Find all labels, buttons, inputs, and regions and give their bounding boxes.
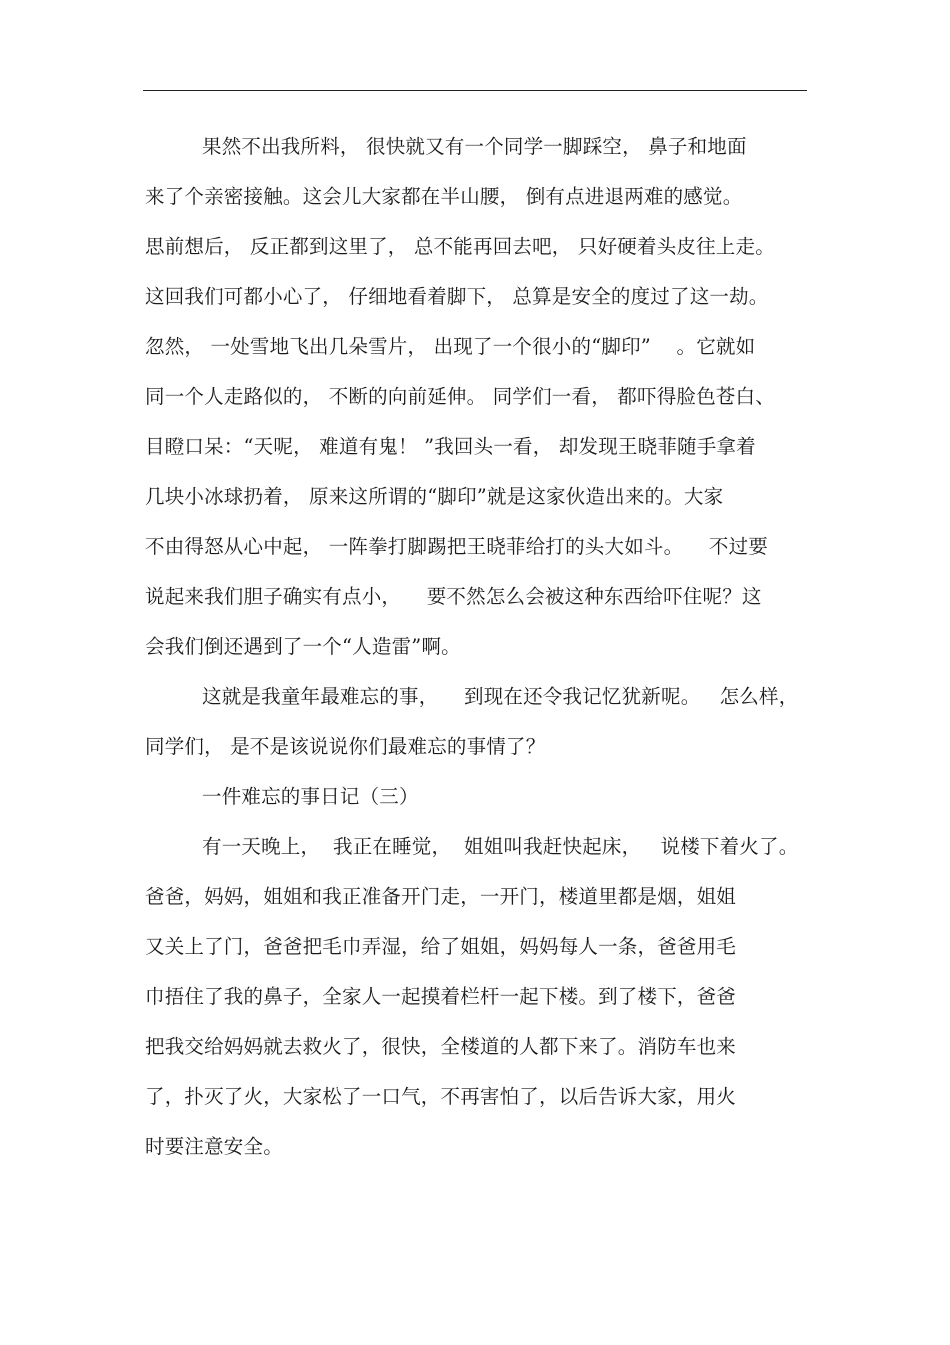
- text-line: 这回我们可都小心了， 仔细地看着脚下， 总算是安全的度过了这一劫。: [145, 285, 769, 308]
- document-body: [145, 122, 815, 1172]
- text-line: 目瞪口呆：“天呢， 难道有鬼！ ”我回头一看， 却发现王晓菲随手拿着: [145, 435, 756, 458]
- text-line: 爸爸，妈妈，姐姐和我正准备开门走，一开门，楼道里都是烟，姐姐: [145, 885, 737, 908]
- text-line: 几块小冰球扔着， 原来这所谓的“脚印”就是这家伙造出来的。大家: [145, 485, 724, 508]
- text-line: 这就是我童年最难忘的事， 到现在还令我记忆犹新呢。 怎么样，: [202, 685, 799, 708]
- text-line: 说起来我们胆子确实有点小， 要不然怎么会被这种东西给吓住呢？这: [145, 585, 762, 608]
- text-line: 同学们， 是不是该说说你们最难忘的事情了？: [145, 735, 546, 758]
- text-line: 果然不出我所料， 很快就又有一个同学一脚踩空， 鼻子和地面: [202, 135, 747, 158]
- text-line: 时要注意安全。: [145, 1135, 283, 1158]
- text-line: 不由得怒从心中起， 一阵拳打脚踢把王晓菲给打的头大如斗。 不过要: [145, 535, 768, 558]
- text-line: 有一天晚上， 我正在睡觉， 姐姐叫我赶快起床， 说楼下着火了。: [202, 835, 799, 858]
- text-line: 来了个亲密接触。这会儿大家都在半山腰， 倒有点进退两难的感觉。: [145, 185, 743, 208]
- text-line: 会我们倒还遇到了一个“人造雷”啊。: [145, 635, 461, 658]
- section-title: 一件难忘的事日记（三）: [202, 785, 419, 808]
- text-line: 同一个人走路似的， 不断的向前延伸。 同学们一看， 都吓得脸色苍白、: [145, 385, 775, 408]
- text-line: 忽然， 一处雪地飞出几朵雪片， 出现了一个很小的“脚印” 。它就如: [145, 335, 756, 358]
- text-line: 思前想后， 反正都到这里了， 总不能再回去吧， 只好硬着头皮往上走。: [145, 235, 775, 258]
- text-line: 了，扑灭了火，大家松了一口气，不再害怕了，以后告诉大家，用火: [145, 1085, 737, 1108]
- text-line: 把我交给妈妈就去救火了，很快，全楼道的人都下来了。消防车也来: [145, 1035, 737, 1058]
- text-line: 又关上了门，爸爸把毛巾弄湿，给了姐姐，妈妈每人一条，爸爸用毛: [145, 935, 737, 958]
- text-line: 巾捂住了我的鼻子，全家人一起摸着栏杆一起下楼。到了楼下，爸爸: [145, 985, 737, 1008]
- header-rule: [143, 90, 807, 91]
